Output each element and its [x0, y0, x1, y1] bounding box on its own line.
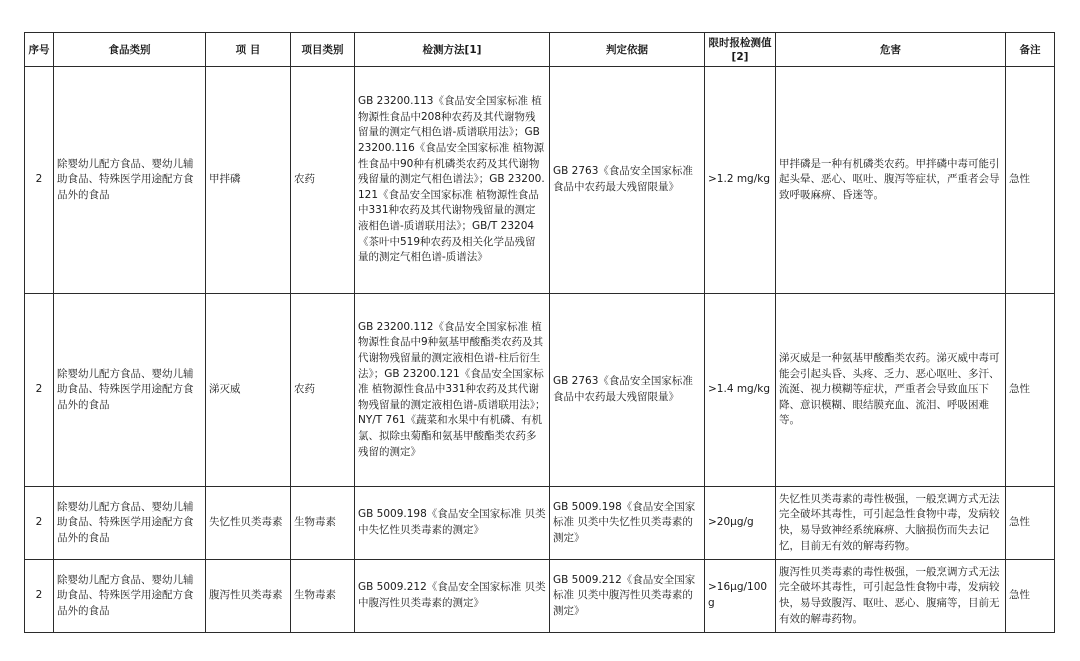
- cell-food-category: 除婴幼儿配方食品、婴幼儿辅助食品、特殊医学用途配方食品外的食品: [54, 560, 206, 633]
- header-remark: 备注: [1006, 33, 1055, 67]
- cell-seq: 2: [25, 487, 54, 560]
- cell-food-category: 除婴幼儿配方食品、婴幼儿辅助食品、特殊医学用途配方食品外的食品: [54, 67, 206, 294]
- header-hazard: 危害: [776, 33, 1006, 67]
- header-food-category: 食品类别: [54, 33, 206, 67]
- cell-remark: 急性: [1006, 487, 1055, 560]
- table-row: [25, 67, 1055, 294]
- cell-limit: >20μg/g: [705, 487, 776, 560]
- cell-item: 腹泻性贝类毒素: [206, 560, 291, 633]
- cell-remark: 急性: [1006, 294, 1055, 487]
- cell-item: 失忆性贝类毒素: [206, 487, 291, 560]
- cell-hazard: 失忆性贝类毒素的毒性极强，一般烹调方式无法完全破坏其毒性，可引起急性食物中毒，发病较快，易导致神经系统麻痹、大脑损伤而失去记忆，目前无有效的解毒药物。: [776, 487, 1006, 560]
- cell-limit: >1.2 mg/kg: [705, 67, 776, 294]
- cell-item: 甲拌磷: [206, 67, 291, 294]
- table-body: [25, 67, 1055, 633]
- cell-basis: GB 2763《食品安全国家标准 食品中农药最大残留限量》: [550, 67, 705, 294]
- cell-limit: >1.4 mg/kg: [705, 294, 776, 487]
- cell-limit: >16μg/100g: [705, 560, 776, 633]
- document-page: [24, 32, 1054, 633]
- cell-hazard: 涕灭威是一种氨基甲酸酯类农药。涕灭威中毒可能会引起头昏、头疼、乏力、恶心呕吐、多汗、流涎、视力模糊等症状，严重者会导致血压下降、意识模糊、眼结膜充血、流泪、呼吸困难等。: [776, 294, 1006, 487]
- cell-remark: 急性: [1006, 67, 1055, 294]
- cell-method: GB 23200.113《食品安全国家标准 植物源性食品中208种农药及其代谢物残留量的测定气相色谱-质谱联用法》；GB 23200.116《食品安全国家标准 植物源性食品中90种有机磷类农药及其代谢物残留量的测定气相色谱法》；GB 23200.121《食品安全国家标准 植物源性食品中331种农药及其代谢物残留量的测定液相色谱-质谱联用法》；GB/T 23204《茶叶中519种农药及相关化学品残留量的测定气相色谱-质谱法》: [355, 67, 550, 294]
- table-header: [25, 33, 1055, 67]
- header-limit: 限时报检测值[2]: [705, 33, 776, 67]
- cell-food-category: 除婴幼儿配方食品、婴幼儿辅助食品、特殊医学用途配方食品外的食品: [54, 294, 206, 487]
- cell-item-category: 生物毒素: [291, 487, 355, 560]
- cell-method: GB 5009.198《食品安全国家标准 贝类中失忆性贝类毒素的测定》: [355, 487, 550, 560]
- header-row: [25, 33, 1055, 67]
- cell-seq: 2: [25, 67, 54, 294]
- cell-item-category: 生物毒素: [291, 560, 355, 633]
- cell-seq: 2: [25, 294, 54, 487]
- cell-method: GB 23200.112《食品安全国家标准 植物源性食品中9种氨基甲酸酯类农药及其代谢物残留量的测定液相色谱-柱后衍生法》；GB 23200.121《食品安全国家标准 植物源性食品中331种农药及其代谢物残留量的测定液相色谱-质谱联用法》；NY/T 761《蔬菜和水果中有机磷、有机氯、拟除虫菊酯和氨基甲酸酯类农药多残留的测定》: [355, 294, 550, 487]
- cell-food-category: 除婴幼儿配方食品、婴幼儿辅助食品、特殊医学用途配方食品外的食品: [54, 487, 206, 560]
- cell-method: GB 5009.212《食品安全国家标准 贝类中腹泻性贝类毒素的测定》: [355, 560, 550, 633]
- header-item: 项 目: [206, 33, 291, 67]
- header-item-category: 项目类别: [291, 33, 355, 67]
- header-basis: 判定依据: [550, 33, 705, 67]
- table-row: [25, 560, 1055, 633]
- cell-item-category: 农药: [291, 294, 355, 487]
- header-method: 检测方法[1]: [355, 33, 550, 67]
- header-seq: 序号: [25, 33, 54, 67]
- cell-item: 涕灭威: [206, 294, 291, 487]
- cell-remark: 急性: [1006, 560, 1055, 633]
- cell-hazard: 腹泻性贝类毒素的毒性极强，一般烹调方式无法完全破坏其毒性，可引起急性食物中毒，发病较快，易导致腹泻、呕吐、恶心、腹痛等，目前无有效的解毒药物。: [776, 560, 1006, 633]
- food-safety-limits-table: [24, 32, 1055, 633]
- table-row: [25, 487, 1055, 560]
- cell-hazard: 甲拌磷是一种有机磷类农药。甲拌磷中毒可能引起头晕、恶心、呕吐、腹泻等症状，严重者会导致呼吸麻痹、昏迷等。: [776, 67, 1006, 294]
- cell-seq: 2: [25, 560, 54, 633]
- cell-item-category: 农药: [291, 67, 355, 294]
- cell-basis: GB 5009.212《食品安全国家标准 贝类中腹泻性贝类毒素的测定》: [550, 560, 705, 633]
- cell-basis: GB 2763《食品安全国家标准 食品中农药最大残留限量》: [550, 294, 705, 487]
- cell-basis: GB 5009.198《食品安全国家标准 贝类中失忆性贝类毒素的测定》: [550, 487, 705, 560]
- table-row: [25, 294, 1055, 487]
